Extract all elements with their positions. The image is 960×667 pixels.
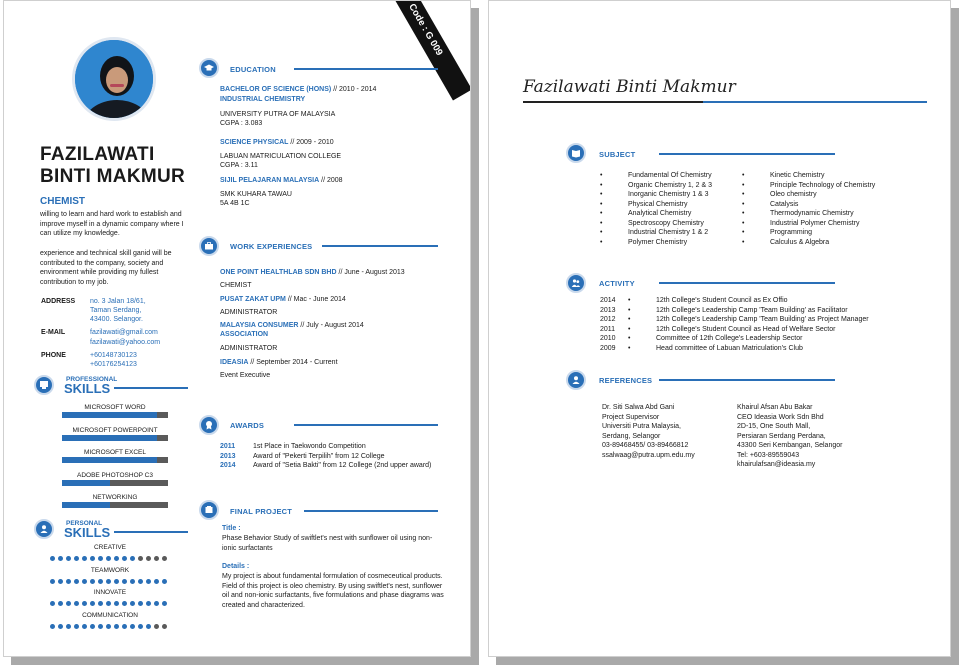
final-project-rule bbox=[304, 510, 438, 512]
skill-dot bbox=[114, 579, 119, 584]
skill-dot bbox=[98, 601, 103, 606]
work-title: WORK EXPERIENCES bbox=[230, 242, 313, 251]
work-4-role: Event Executive bbox=[220, 372, 271, 379]
reference-line: CEO Ideasia Work Sdn Bhd bbox=[737, 413, 824, 421]
email-label: E-MAIL bbox=[41, 329, 66, 336]
signature-blue-rule bbox=[703, 101, 927, 103]
skill-dot bbox=[146, 624, 151, 629]
skill-dot bbox=[50, 556, 55, 561]
subject-item: • Programming bbox=[742, 228, 875, 238]
award-icon bbox=[199, 415, 219, 435]
skill-dot bbox=[98, 556, 103, 561]
work-2-role: ADMINISTRATOR bbox=[220, 309, 278, 316]
subject-item: • Industrial Polymer Chemistry bbox=[742, 219, 875, 229]
activity-text: Committee of 12th College's Leadership Sector bbox=[656, 335, 803, 342]
references-title: REFERENCES bbox=[599, 376, 653, 385]
reference-1 bbox=[602, 403, 695, 460]
last-name: BINTI MAKMUR bbox=[40, 166, 186, 187]
personal-skill-dots bbox=[50, 622, 170, 629]
subject-item: • Spectroscopy Chemistry bbox=[600, 219, 712, 229]
work-4-heading: IDEASIA // September 2014 - Current bbox=[220, 359, 338, 366]
phone-label: PHONE bbox=[41, 352, 66, 359]
professional-skill-bar-fill bbox=[62, 502, 110, 508]
professional-skill-label: NETWORKING bbox=[92, 494, 138, 501]
professional-skill-bar bbox=[62, 480, 168, 486]
professional-skill-bar bbox=[62, 502, 168, 508]
activity-bullet: • bbox=[628, 344, 631, 352]
summary-2: experience and technical skill ganid will be contributed to the company, society and environment while providing my fullest contribution to my job. bbox=[40, 250, 172, 286]
skill-dot bbox=[90, 624, 95, 629]
activity-text: 12th College's Leadership Camp 'Team Building' as Facilitator bbox=[656, 306, 848, 314]
skill-dot bbox=[106, 579, 111, 584]
subject-item: • Oleo chemistry bbox=[742, 190, 875, 200]
professional-skill-bar-fill bbox=[62, 412, 157, 418]
address-label: ADDRESS bbox=[41, 298, 76, 305]
skill-dot bbox=[122, 601, 127, 606]
email-1[interactable]: fazilawati@gmail.com bbox=[90, 329, 158, 336]
person-icon bbox=[34, 519, 54, 539]
subject-item: • Polymer Chemistry bbox=[600, 238, 712, 248]
professional-skill-label: MICROSOFT WORD bbox=[84, 404, 146, 411]
graduation-cap-icon bbox=[199, 58, 219, 78]
activity-bullet: • bbox=[628, 306, 631, 314]
book-icon bbox=[566, 143, 586, 163]
activity-icon bbox=[566, 273, 586, 293]
activity-year: 2010 bbox=[600, 335, 616, 342]
subject-rule bbox=[659, 153, 835, 155]
skill-dot bbox=[58, 624, 63, 629]
skills-icon bbox=[34, 375, 54, 395]
skill-dot bbox=[90, 601, 95, 606]
activity-row bbox=[600, 306, 869, 316]
reference-line: Serdang, Selangor bbox=[602, 432, 661, 440]
work-3-role: ADMINISTRATOR bbox=[220, 345, 278, 352]
subject-item: • Inorganic Chemistry 1 & 3 bbox=[600, 190, 712, 200]
reference-2 bbox=[737, 403, 842, 470]
phone-1: +60148730123 bbox=[90, 352, 137, 359]
skill-dot bbox=[50, 579, 55, 584]
reference-line: 43300 Seri Kembangan, Selangor bbox=[737, 442, 843, 449]
activity-bullet: • bbox=[628, 297, 631, 304]
professional-skill-bar bbox=[62, 412, 168, 418]
skill-dot bbox=[66, 624, 71, 629]
activity-text: 12th College's Student Council as Head of Welfare Sector bbox=[656, 325, 836, 333]
skill-dot bbox=[154, 556, 159, 561]
subject-item: • Kinetic Chemistry bbox=[742, 171, 875, 181]
personal-skills-rule bbox=[114, 531, 188, 533]
edu-2-school: LABUAN MATRICULATION COLLEGE bbox=[220, 153, 342, 160]
skill-dot bbox=[74, 556, 79, 561]
references-rule bbox=[659, 379, 835, 381]
activity-bullet: • bbox=[628, 335, 631, 342]
skill-dot bbox=[50, 624, 55, 629]
award-row bbox=[220, 452, 431, 462]
skill-dot bbox=[162, 624, 167, 629]
address-line-3: 43400. Selangor. bbox=[90, 316, 143, 323]
skill-dot bbox=[122, 556, 127, 561]
reference-line: Dr. Siti Salwa Abd Gani bbox=[602, 404, 675, 411]
briefcase-icon bbox=[199, 236, 219, 256]
skill-dot bbox=[122, 624, 127, 629]
skill-dot bbox=[82, 579, 87, 584]
skill-dot bbox=[58, 601, 63, 606]
activity-bullet: • bbox=[628, 316, 631, 323]
subject-list-1 bbox=[600, 171, 712, 247]
award-text: Award of "Setia Bakti" from 12 College (2nd upper award) bbox=[253, 462, 432, 469]
email-2[interactable]: fazilawati@yahoo.com bbox=[90, 339, 161, 346]
activity-rule bbox=[659, 282, 835, 284]
award-year: 2011 bbox=[220, 443, 236, 450]
personal-skill-dots bbox=[50, 599, 170, 606]
activity-row bbox=[600, 334, 869, 344]
skill-dot bbox=[90, 556, 95, 561]
skill-dot bbox=[66, 601, 71, 606]
professional-skill-label: MICROSOFT POWERPOINT bbox=[72, 426, 158, 434]
skill-dot bbox=[58, 556, 63, 561]
award-row bbox=[220, 442, 431, 452]
resume-page-2 bbox=[488, 0, 951, 657]
edu-1-school: UNIVERSITY PUTRA OF MALAYSIA bbox=[220, 111, 336, 118]
skill-dot bbox=[114, 601, 119, 606]
professional-skill-bar-fill bbox=[62, 457, 157, 463]
address-line-1: no. 3 Jalan 18/61, bbox=[90, 298, 146, 305]
subject-item: • Calculus & Algebra bbox=[742, 238, 875, 248]
personal-skill-label: TEAMWORK bbox=[90, 566, 130, 574]
final-project-title: FINAL PROJECT bbox=[230, 507, 293, 516]
personal-skill-label: COMMUNICATION bbox=[82, 611, 138, 619]
skill-dot bbox=[130, 556, 135, 561]
skill-dot bbox=[66, 579, 71, 584]
activity-year: 2012 bbox=[600, 316, 616, 323]
skill-dot bbox=[138, 601, 143, 606]
skill-dot bbox=[90, 579, 95, 584]
skill-dot bbox=[106, 624, 111, 629]
project-icon bbox=[199, 500, 219, 520]
professional-skill-label: ADOBE PHOTOSHOP C3 bbox=[77, 471, 153, 479]
professional-skills-big: SKILLS bbox=[64, 381, 111, 396]
award-year: 2013 bbox=[220, 452, 236, 460]
code-ribbon: Code : G 009 bbox=[378, 0, 471, 100]
awards-title: AWARDS bbox=[230, 421, 265, 430]
project-details-label: Details : bbox=[222, 563, 250, 570]
subject-item: • Organic Chemistry 1, 2 & 3 bbox=[600, 181, 712, 191]
skill-dot bbox=[154, 624, 159, 629]
skill-dot bbox=[82, 601, 87, 606]
skill-dot bbox=[50, 601, 55, 606]
work-3-company-2: ASSOCIATION bbox=[220, 331, 269, 338]
skill-dot bbox=[162, 556, 167, 561]
activity-row bbox=[600, 325, 869, 335]
awards-rule bbox=[294, 424, 438, 426]
skill-dot bbox=[146, 556, 151, 561]
project-title-text: Phase Behavior Study of swiftlet's nest with sunflower oil using non-ionic surfactants bbox=[222, 535, 433, 552]
activity-year: 2009 bbox=[600, 344, 616, 352]
subject-item: • Physical Chemistry bbox=[600, 200, 712, 210]
activity-row bbox=[600, 344, 869, 354]
skill-dot bbox=[106, 556, 111, 561]
work-1-role: CHEMIST bbox=[220, 282, 252, 289]
edu-1-major: INDUSTRIAL CHEMISTRY bbox=[220, 96, 306, 103]
personal-skills-small: PERSONAL bbox=[66, 520, 103, 527]
activity-list bbox=[600, 296, 869, 353]
award-row bbox=[220, 461, 431, 471]
personal-skills-big: SKILLS bbox=[64, 525, 111, 540]
skill-dot bbox=[82, 556, 87, 561]
reference-person-icon bbox=[566, 370, 586, 390]
education-title: EDUCATION bbox=[230, 65, 276, 74]
work-1-heading: ONE POINT HEALTHLAB SDN BHD // June - August 2013 bbox=[220, 269, 405, 276]
professional-skill-label: MICROSOFT EXCEL bbox=[83, 449, 146, 456]
skill-dot bbox=[138, 624, 143, 629]
personal-skill-label: INNOVATE bbox=[93, 589, 127, 596]
skill-dot bbox=[130, 579, 135, 584]
skill-dot bbox=[130, 601, 135, 606]
skill-dot bbox=[74, 624, 79, 629]
skill-dot bbox=[146, 579, 151, 584]
subject-title: SUBJECT bbox=[599, 150, 636, 159]
award-text: 1st Place in Taekwondo Competition bbox=[253, 443, 366, 450]
skill-dot bbox=[130, 624, 135, 629]
reference-line: 03-89468455/ 03-89466812 bbox=[602, 442, 689, 449]
skill-dot bbox=[138, 556, 143, 561]
education-rule bbox=[294, 68, 438, 70]
edu-1-heading: BACHELOR OF SCIENCE (HONS) // 2010 - 2014 bbox=[220, 86, 377, 93]
professional-skills-rule bbox=[114, 387, 188, 389]
work-rule bbox=[322, 245, 438, 247]
skill-dot bbox=[154, 601, 159, 606]
skill-dot bbox=[122, 579, 127, 584]
personal-skill-dots bbox=[50, 554, 170, 561]
reference-line: Universiti Putra Malaysia, bbox=[602, 423, 681, 430]
profile-photo bbox=[72, 37, 156, 121]
skill-dot bbox=[146, 601, 151, 606]
professional-skill-bar-fill bbox=[62, 435, 157, 441]
reference-line: khairulafsan@ideasia.my bbox=[737, 461, 816, 468]
edu-3-heading: SIJIL PELAJARAN MALAYSIA // 2008 bbox=[220, 177, 343, 184]
activity-text: 12th College's Leadership Camp 'Team Building' as Project Manager bbox=[656, 316, 869, 323]
personal-skill-label: CREATIVE bbox=[93, 544, 127, 551]
address-line-2: Taman Serdang, bbox=[90, 307, 142, 314]
awards-list bbox=[220, 442, 431, 471]
edu-2-heading: SCIENCE PHYSICAL // 2009 - 2010 bbox=[220, 139, 334, 146]
activity-text: 12th College's Student Council as Ex Offio bbox=[656, 297, 788, 304]
subject-item: • Industrial Chemistry 1 & 2 bbox=[600, 228, 712, 238]
skill-dot bbox=[162, 579, 167, 584]
skill-dot bbox=[106, 601, 111, 606]
professional-skill-bar bbox=[62, 457, 168, 463]
skill-dot bbox=[138, 579, 143, 584]
edu-1-grade: CGPA : 3.083 bbox=[220, 120, 263, 127]
edu-3-school: SMK KUHARA TAWAU bbox=[220, 191, 292, 198]
skill-dot bbox=[74, 601, 79, 606]
edu-3-grade: 5A 4B 1C bbox=[220, 200, 250, 207]
work-2-heading: PUSAT ZAKAT UPM // Mac - June 2014 bbox=[220, 296, 346, 303]
resume-page-1 bbox=[3, 0, 471, 657]
reference-line: Persiaran Serdang Perdana, bbox=[737, 432, 826, 440]
activity-bullet: • bbox=[628, 325, 631, 333]
summary-1: willing to learn and hard work to establish and improve myself in a dynamic company where I can utilize my knowledge. bbox=[40, 211, 184, 237]
first-name: FAZILAWATI bbox=[40, 144, 155, 165]
signature-name: Fazilawati Binti Makmur bbox=[523, 77, 736, 97]
skill-dot bbox=[154, 579, 159, 584]
professional-skill-bar bbox=[62, 435, 168, 441]
phone-2: +60176254123 bbox=[90, 361, 137, 368]
activity-year: 2014 bbox=[600, 297, 616, 304]
professional-skills-small: PROFESSIONAL bbox=[66, 376, 118, 383]
skill-dot bbox=[114, 624, 119, 629]
activity-row bbox=[600, 315, 869, 325]
skill-dot bbox=[114, 556, 119, 561]
job-title: CHEMIST bbox=[40, 196, 85, 207]
reference-line: ssalwaag@putra.upm.edu.my bbox=[602, 451, 695, 459]
skill-dot bbox=[66, 556, 71, 561]
activity-row bbox=[600, 296, 869, 306]
skill-dot bbox=[74, 579, 79, 584]
reference-line: Project Supervisor bbox=[602, 413, 660, 421]
subject-list-2 bbox=[742, 171, 875, 247]
professional-skill-bar-fill bbox=[62, 480, 110, 486]
award-text: Award of "Pekerti Terpilih" from 12 College bbox=[253, 452, 385, 460]
skill-dot bbox=[98, 579, 103, 584]
edu-2-grade: CGPA : 3.11 bbox=[220, 162, 258, 169]
skill-dot bbox=[162, 601, 167, 606]
activity-text: Head committee of Labuan Matriculation's Club bbox=[656, 344, 803, 352]
subject-item: • Analytical Chemistry bbox=[600, 209, 712, 219]
skill-dot bbox=[58, 579, 63, 584]
activity-title: ACTIVITY bbox=[599, 279, 635, 288]
award-year: 2014 bbox=[220, 462, 236, 469]
skill-dot bbox=[82, 624, 87, 629]
subject-item: • Principle Technology of Chemistry bbox=[742, 181, 875, 191]
skill-dot bbox=[98, 624, 103, 629]
personal-skill-dots bbox=[50, 577, 170, 584]
activity-year: 2011 bbox=[600, 325, 616, 333]
reference-line: Khairul Afsan Abu Bakar bbox=[737, 404, 813, 411]
subject-item: • Catalysis bbox=[742, 200, 875, 210]
subject-item: • Thermodynamic Chemistry bbox=[742, 209, 875, 219]
subject-item: • Fundamental Of Chemistry bbox=[600, 171, 712, 181]
work-3-heading: MALAYSIA CONSUMER // July - August 2014 bbox=[220, 322, 364, 329]
reference-line: 2D-15, One South Mall, bbox=[737, 423, 811, 430]
project-details-text: My project is about fundamental formulation of cosmeceutical products. Field of this project is oleo chemistry. By using swiftlet's nest, sunflower oil and non-ionic surfactants, five formulations and phase diagrams was created and characterized. bbox=[222, 573, 444, 609]
project-title-label: Title : bbox=[222, 525, 241, 532]
reference-line: Tel: +603-89559043 bbox=[737, 451, 800, 459]
activity-year: 2013 bbox=[600, 306, 616, 314]
